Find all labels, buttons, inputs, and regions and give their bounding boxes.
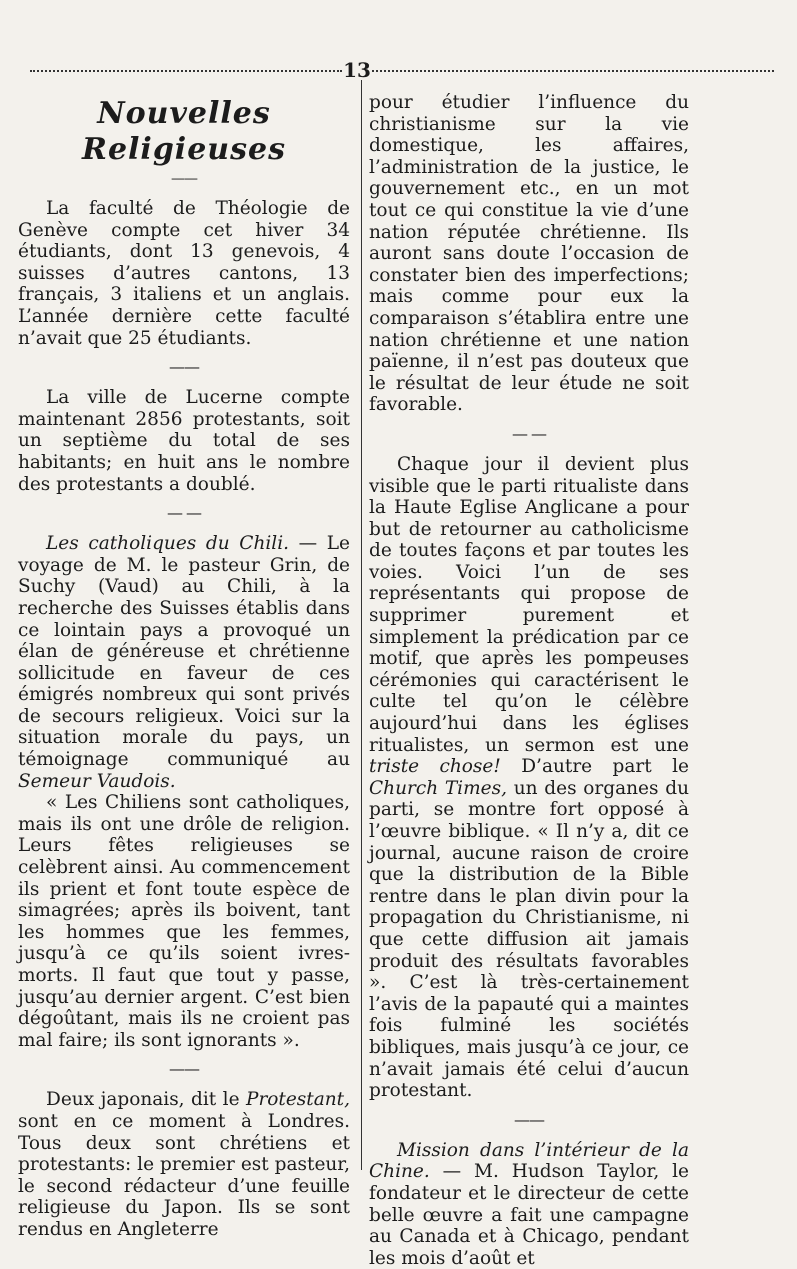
separator: — — <box>511 423 547 443</box>
article-ritualist-text-b: D’autre part le <box>500 756 689 778</box>
header-rule-left <box>30 70 342 72</box>
article-lucerne: La ville de Lucerne compte maintenant 2856 protestants, soit un septième du total de ses habitants; en huit ans le nombre des protestants a doublé. <box>18 387 350 495</box>
semeur-vaudois: Semeur Vaudois. <box>18 770 176 792</box>
china-mission-title: Mission dans l’intérieur de la Chine. <box>369 1139 689 1183</box>
article-japanese-continued: pour étudier l’influence du christianisme sur la vie domestique, les affaires, l’administration de la justice, le gouvernement etc., en un mot tout ce qui constitue la vie d’une nation réputée chrétienne. Ils auront sans doute l’occasion de constater bien des imperfections; mais comme pour eux la comparaison s’établira entre une nation chrétienne et une nation païenne, il n’est pas douteux que le résultat de leur étude ne soit favorable. <box>369 92 689 416</box>
china-mission-text: — M. Hudson Taylor, le fondateur et le directeur de cette belle œuvre a fait une campagne au Canada et à Chicago, pendant les mois d’août et <box>369 1161 689 1269</box>
separator: —— <box>514 1109 544 1129</box>
article-japanese-text-a: Deux japonais, dit le <box>46 1089 246 1111</box>
right-column <box>369 92 689 1269</box>
article-chili-text: — Le voyage de M. le pasteur Grin, de Suchy (Vaud) au Chili, à la recherche des Suisses établis dans ce lointain pays a provoqué un élan de généreuse et chrétienne sollicitude en faveur de ces émigrés nombreux qui sont privés de secours religieux. Voici sur la situation morale du pays, un témoignage communiqué au <box>18 533 350 771</box>
article-ritualist-text-a: Chaque jour il devient plus visible que le parti ritualiste dans la Haute Eglise Anglicane a pour but de retourner au catholicisme de toutes façons et par toutes les voies. Voici l’un de ses représentants qui propose de supprimer purement et simplement la prédication par ce motif, que après les pompeuses cérémonies qui caractérisent le culte tel qu’on le célèbre aujourd’hui dans les églises ritualistes, un sermon est une <box>369 453 689 756</box>
separator: —— <box>169 1059 199 1079</box>
separator: — — <box>166 503 202 523</box>
title-ornament: —— <box>171 171 197 187</box>
article-chili <box>18 533 350 792</box>
church-times: Church Times, <box>369 777 507 799</box>
column-divider <box>361 80 362 1170</box>
article-geneva-faculty: La faculté de Théologie de Genève compte cet hiver 34 étudiants, dont 13 genevois, 4 suisses d’autres cantons, 13 français, 3 italiens et un anglais. L’année dernière cette faculté n’avait que 25 étudiants. <box>18 198 350 349</box>
protestant-ref: Protestant, <box>246 1089 350 1111</box>
article-japanese-text-b: sont en ce moment à Londres. Tous deux sont chrétiens et protestants: le premier est pasteur, le second rédacteur d’une feuille religieuse du Japon. Ils se sont rendus en Angleterre <box>18 1110 350 1240</box>
section-title: Nouvelles Religieuses <box>82 96 286 167</box>
article-chili-title: Les catholiques du Chili. <box>46 533 289 555</box>
article-ritualist <box>369 454 689 1102</box>
article-ritualist-text-c: un des organes du parti, se montre fort opposé à l’œuvre biblique. « Il n’y a, dit ce journal, aucune raison de croire que la distribution de la Bible rentre dans le plan divin pour la propagation du Christianisme, ni que cette diffusion ait jamais produit des résultats favorables ». C’est là très-certainement l’avis de la papauté qui a maintes fois fulminé les sociétés bibliques, mais jusqu’à ce jour, ce n’avait jamais été celui d’aucun protestant. <box>369 777 689 1102</box>
article-japanese <box>18 1089 350 1240</box>
article-chili-quote: « Les Chiliens sont catholiques, mais ils ont une drôle de religion. Leurs fêtes religieuses se celèbrent ainsi. Au commencement ils prient et font toute espèce de simagrées; après ils boivent, tant les hommes que les femmes, jusqu’à ce qu’ils soient ivres-morts. Il faut que tout y passe, jusqu’au dernier argent. C’est bien dégoûtant, mais ils ne croient pas mal faire; ils sont ignorants ». <box>18 792 350 1051</box>
triste-chose: triste chose! <box>369 756 501 778</box>
separator: —— <box>169 357 199 377</box>
header-rule-right <box>372 70 774 72</box>
page-number: 13 <box>343 58 371 82</box>
left-column <box>18 88 350 1241</box>
